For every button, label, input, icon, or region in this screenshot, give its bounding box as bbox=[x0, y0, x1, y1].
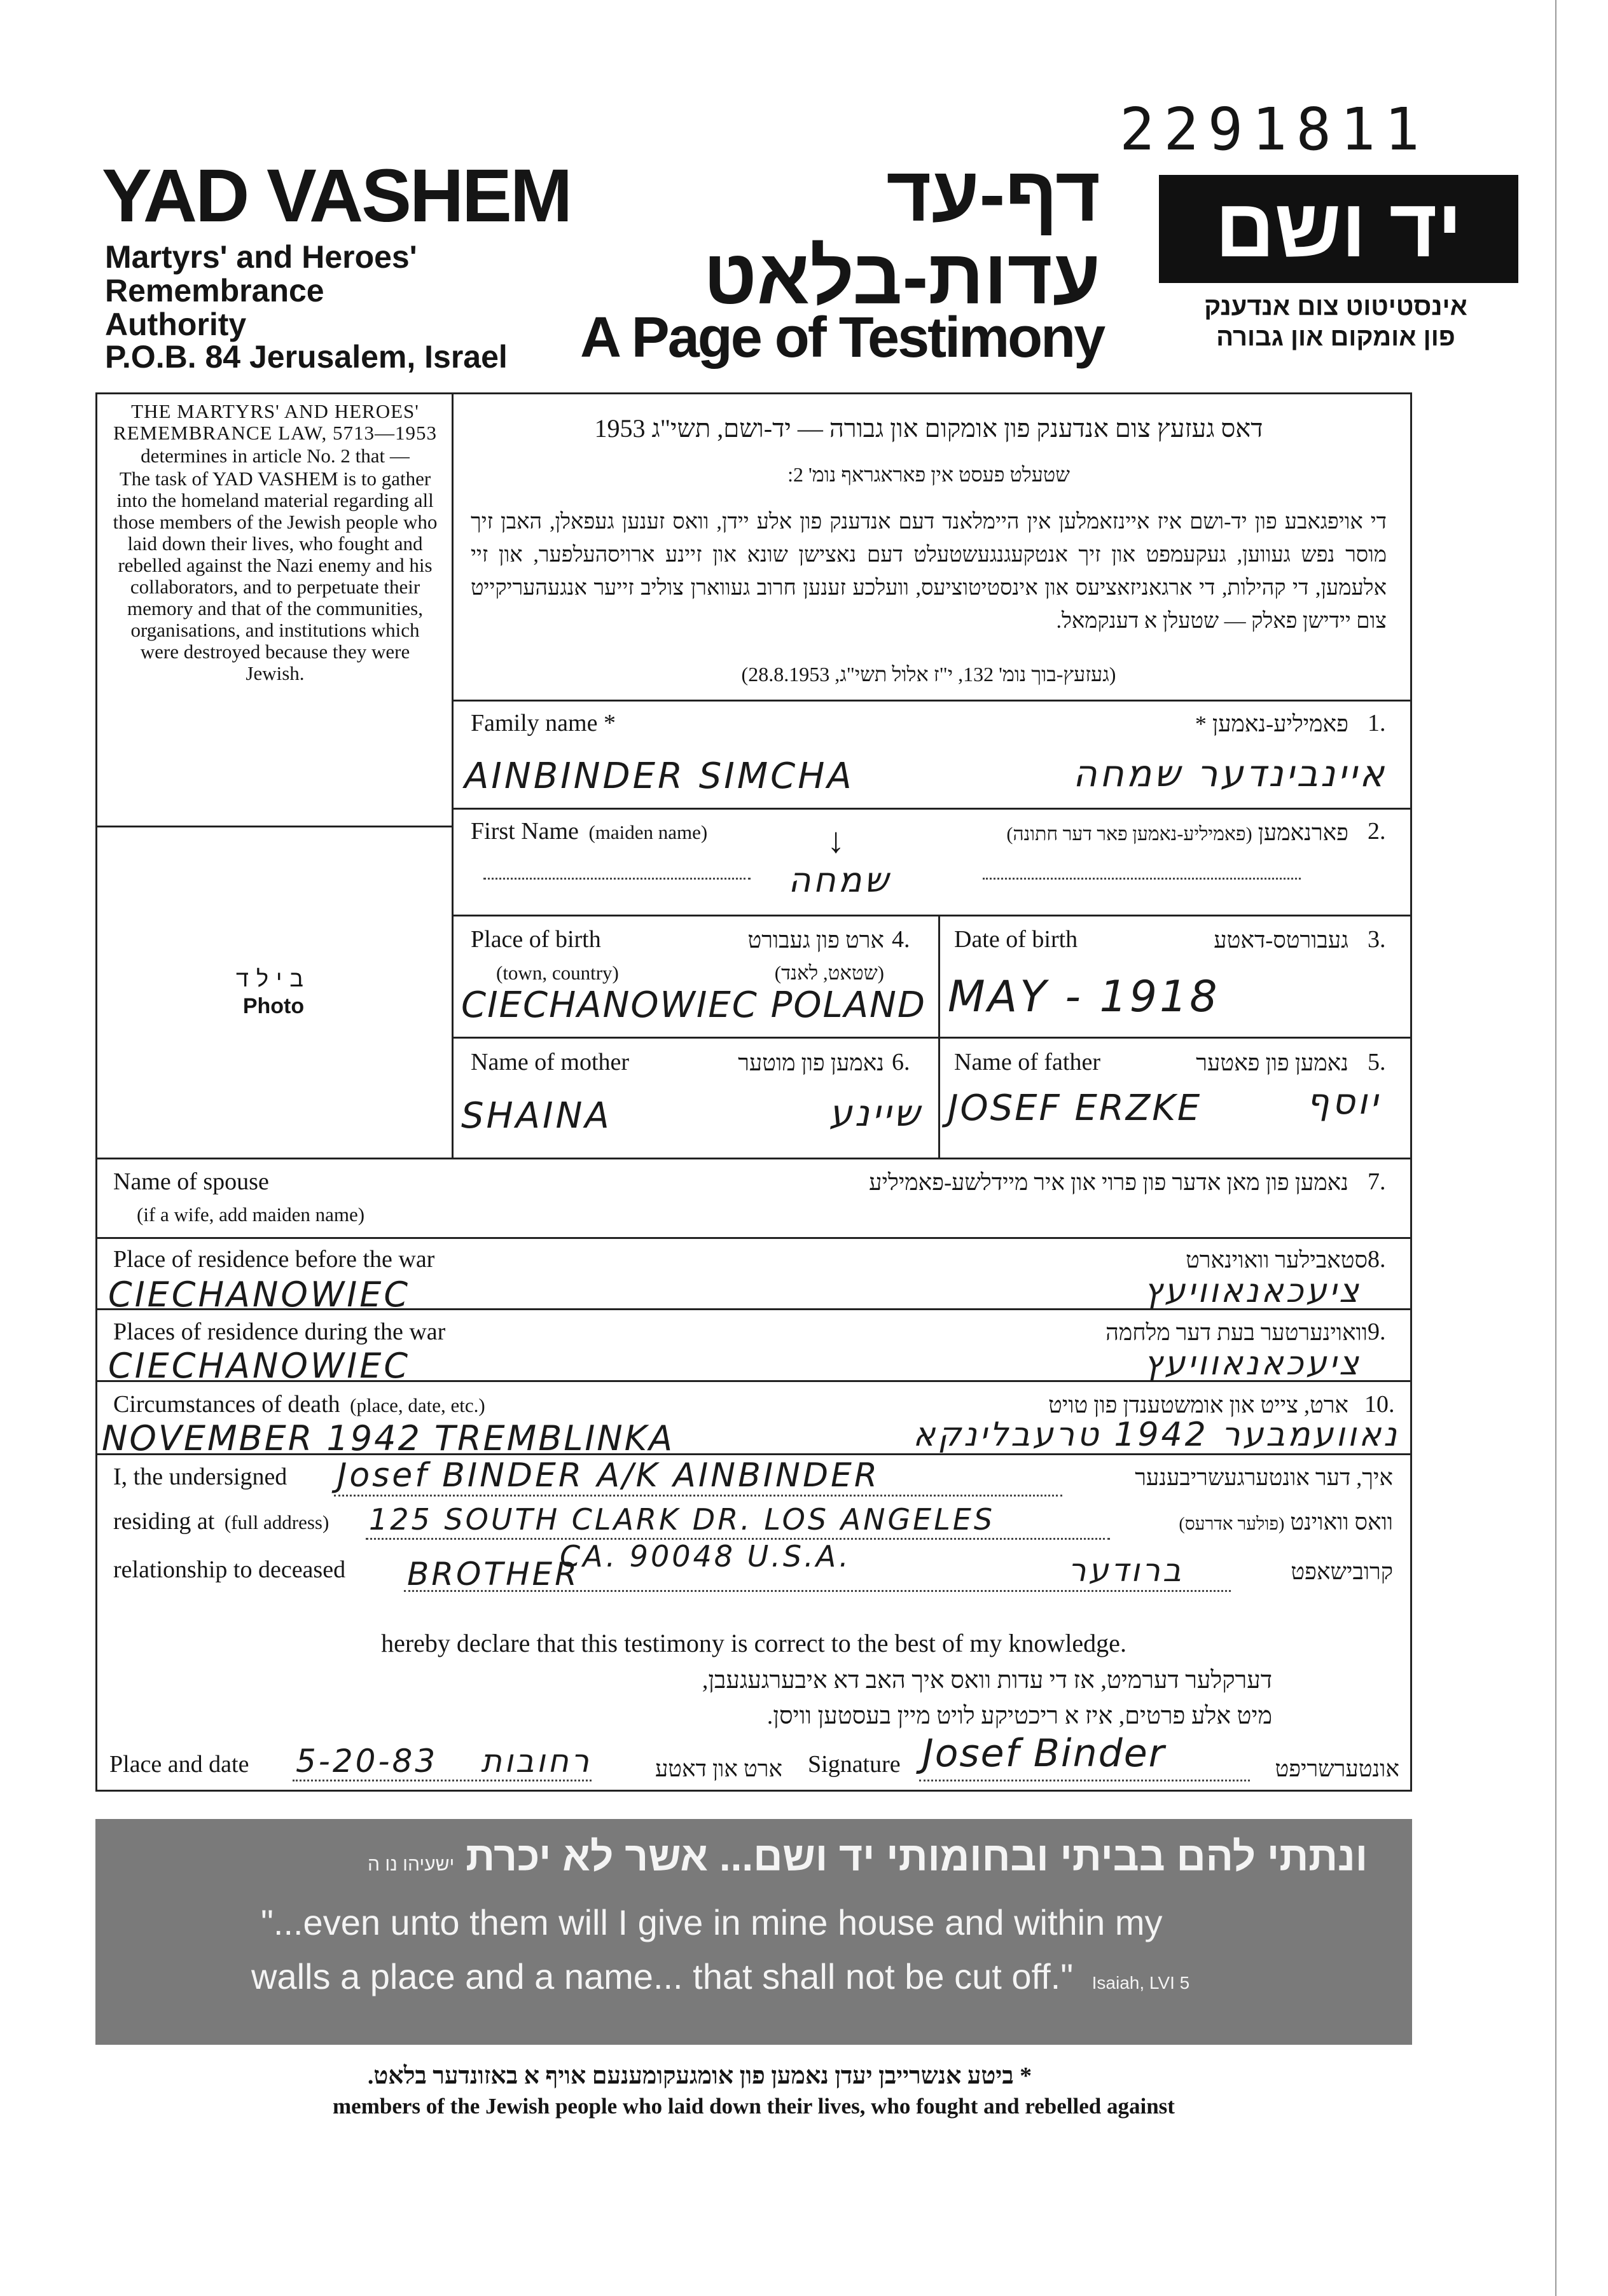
place-date-hebrew: רחובות bbox=[481, 1743, 592, 1780]
f10-num: 10. bbox=[1364, 1391, 1395, 1418]
f3-value: MAY - 1918 bbox=[948, 972, 1220, 1022]
law-yiddish-citation: (געזעץ-בוך נומ' 132, י"ז אלול תשי"ג, 28.8.1953) bbox=[741, 663, 1116, 686]
f3-label-yi: געבורטס-דאטע bbox=[1214, 927, 1348, 953]
f4-label-yi: ארט פון געבורט bbox=[747, 927, 884, 953]
banner-hebrew-text: ונתתי להם בביתי ובחומותי יד ושם... אשר לא יכרת bbox=[466, 1834, 1368, 1879]
law-panel bbox=[111, 401, 439, 684]
f10-value: NOVEMBER 1942 TREMBLINKA bbox=[102, 1418, 675, 1458]
f3-label: Date of birth bbox=[954, 926, 1078, 953]
residing-yi-text: וואס וואוינט bbox=[1290, 1509, 1393, 1535]
declaration-yi-1: דערקלער דערמיט, אז די עדות וואס איך האב דא איבערגעגעבן, bbox=[702, 1667, 1272, 1694]
rule-law-end bbox=[452, 700, 1412, 702]
yad-vashem-logo bbox=[1159, 175, 1518, 283]
f4-num: 4. bbox=[892, 926, 910, 953]
f8-value-hebrew: ציעכאנאוויעץ bbox=[1144, 1272, 1361, 1310]
signature-yi: אונטערשריפט bbox=[1275, 1756, 1399, 1781]
scan-edge bbox=[1555, 0, 1556, 2296]
f6-label: Name of mother bbox=[471, 1049, 630, 1075]
rule-f1-end bbox=[452, 808, 1412, 810]
f2-label-yi bbox=[878, 819, 1348, 846]
f10-label-yi: ארט, צייט און אומשטענדן פון טויט bbox=[1048, 1392, 1348, 1418]
law-yiddish-title: דאס געזעץ צום אנדענק פון אומקום און גבורה — יד-ושם, תשי"ג 1953 bbox=[594, 414, 1263, 443]
place-date-line bbox=[293, 1780, 592, 1781]
f9-label: Places of residence during the war bbox=[113, 1318, 446, 1345]
org-line-2: Remembrance bbox=[105, 273, 324, 308]
f2-num: 2. bbox=[1368, 818, 1386, 845]
title-yiddish-2: עדות-בלאט bbox=[703, 233, 1100, 320]
f2-label-yi-note: (פאמיליע-נאמען פאר דער חתונה) bbox=[1006, 824, 1252, 845]
f2-label-note: (maiden name) bbox=[588, 821, 708, 843]
law-body: The task of YAD VASHEM is to gather into the homeland material regarding all those members of the Jewish people who laid down their lives, who fought and rebelled against the Nazi enemy and his collaborators, and to perpetuate their memory and that of the communities, organisations, and institutions which were destroyed because they were Jewish. bbox=[113, 467, 438, 684]
f1-value-hebrew: איינבינדער שמחה bbox=[1072, 752, 1387, 795]
place-date-label: Place and date bbox=[109, 1751, 249, 1778]
f8-label-yi: סטאבילער וואוינארט bbox=[1186, 1247, 1368, 1273]
f4-value: CIECHANOWIEC POLAND bbox=[461, 985, 927, 1026]
f1-num: 1. bbox=[1368, 710, 1386, 737]
relationship-label: relationship to deceased bbox=[113, 1556, 346, 1583]
f10-note: (place, date, etc.) bbox=[350, 1394, 485, 1416]
f7-note: (if a wife, add maiden name) bbox=[137, 1203, 365, 1226]
place-date-yi: ארט און דאטע bbox=[655, 1756, 782, 1781]
law-intro: determines in article No. 2 that — bbox=[141, 445, 410, 467]
photo-label: Photo bbox=[242, 994, 305, 1018]
f10-value-hebrew: נאוועמבער 1942 טרעבלינקא bbox=[913, 1416, 1399, 1454]
law-yiddish-body: די אויפגאבע פון יד-ושם איז איינזאמלען אין היימלאנד דעם אנדענק פון אלע יידן, וואס זענען געפאלן, האבן זיך מוסר נפש געווען, געקעמפט און זיך אנטקעגנגעשטעלט דעם נאצישן שונא און זיינע ארויסהעלפער, און זיי אלעמען, די קהילות, די ארגאניזאציעס און אינסטיטוציעס, וועלכע זענען חרוב געווארן צוליב זייער אנגעהעריקייט צום יידישן פאלק — שטעלן א דענקמאל. bbox=[471, 510, 1387, 633]
scripture-banner bbox=[95, 1819, 1412, 2045]
f1-label: Family name * bbox=[471, 710, 616, 737]
f4-note-yi: (שטאט, לאנד) bbox=[774, 962, 884, 984]
org-address: P.O.B. 84 Jerusalem, Israel bbox=[105, 339, 508, 375]
banner-hebrew-source: ישעיהו נו ה bbox=[368, 1854, 455, 1875]
f10-label-text: Circumstances of death bbox=[113, 1391, 340, 1418]
undersigned-yi: איך, דער אונטערגעשריבענער bbox=[1135, 1465, 1393, 1490]
f5-value: JOSEF ERZKE bbox=[948, 1088, 1202, 1129]
signature-label: Signature bbox=[808, 1751, 901, 1778]
f2-line-right bbox=[983, 878, 1301, 880]
photo-label-yiddish: בילד bbox=[236, 965, 311, 992]
residing-note: (full address) bbox=[224, 1511, 329, 1533]
f8-label: Place of residence before the war bbox=[113, 1246, 435, 1273]
signature-line bbox=[919, 1780, 1250, 1781]
f2-arrow: ↓ bbox=[827, 821, 845, 861]
f5-num: 5. bbox=[1368, 1049, 1386, 1075]
f5-value-hebrew: יוסף bbox=[1306, 1081, 1380, 1123]
org-name: YAD VASHEM bbox=[102, 154, 571, 238]
law-photo-divider bbox=[95, 826, 452, 827]
f2-value-hebrew: שמחה bbox=[788, 860, 891, 900]
f4-note: (town, country) bbox=[496, 962, 619, 984]
institute-line-1: אינסטיטוט צום אנדענק bbox=[1204, 293, 1467, 321]
institute-line-2: פון אומקום און גבורה bbox=[1216, 323, 1455, 351]
org-line-3: Authority bbox=[105, 307, 247, 342]
relationship-value: BROTHER bbox=[407, 1556, 579, 1593]
address-line-1: 125 SOUTH CLARK DR. LOS ANGELES bbox=[369, 1502, 995, 1537]
rule-f34-end bbox=[452, 1037, 1412, 1039]
declaration-en: hereby declare that this testimony is correct to the best of my knowledge. bbox=[381, 1629, 1126, 1657]
f6-value: SHAINA bbox=[461, 1095, 612, 1137]
relationship-yi: קרובישאפט bbox=[1291, 1559, 1393, 1584]
f2-label bbox=[471, 817, 707, 845]
f4-label: Place of birth bbox=[471, 926, 601, 953]
banner-hebrew bbox=[121, 1833, 1368, 1880]
f8-num: 8. bbox=[1368, 1246, 1386, 1273]
rule-f7-end bbox=[95, 1237, 1412, 1239]
archive-number: 2291811 bbox=[1119, 95, 1429, 163]
rule-f56-end bbox=[95, 1158, 1412, 1159]
f2-label-yi-text: פארנאמען bbox=[1258, 820, 1348, 845]
address-line-2: CA. 90048 U.S.A. bbox=[560, 1539, 851, 1573]
declaration-yi-2: מיט אלע פרטים, איז א ריכטיקע לויט מיין בעסטען וויסן. bbox=[766, 1703, 1272, 1729]
banner-line-1: "...even unto them will I give in mine house and within my bbox=[261, 1902, 1163, 1942]
law-column-divider bbox=[452, 392, 454, 1158]
banner-source: Isaiah, LVI 5 bbox=[1092, 1973, 1190, 1993]
f1-value: AINBINDER SIMCHA bbox=[464, 756, 854, 797]
f7-label-yi: נאמען פון מאן אדער פון פרוי און איר מיידלשע-פאמיליע bbox=[869, 1170, 1348, 1195]
f10-label bbox=[113, 1390, 485, 1418]
f6-value-hebrew: שיינע bbox=[829, 1091, 922, 1135]
signature-value: Josef Binder bbox=[922, 1731, 1166, 1776]
f7-label: Name of spouse bbox=[113, 1168, 269, 1195]
f6-num: 6. bbox=[892, 1049, 910, 1075]
footnote-english: members of the Jewish people who laid down their lives, who fought and rebelled against bbox=[333, 2094, 1175, 2119]
f8-value: CIECHANOWIEC bbox=[108, 1275, 411, 1315]
place-date-value: 5-20-83 bbox=[296, 1743, 438, 1780]
f5-label-yi: נאמען פון פאטער bbox=[1196, 1050, 1348, 1075]
f2-label-text: First Name bbox=[471, 818, 579, 845]
footnote-yiddish: * ביטע אנשרייבן יעדן נאמען פון אומגעקומענעם אויף א באזונדער בלאט. bbox=[367, 2063, 1032, 2089]
title-yiddish-1: דף-עד bbox=[886, 151, 1100, 237]
logo-text: יד ושם bbox=[1215, 181, 1462, 274]
rule-f2-end bbox=[452, 915, 1412, 916]
f2-line-left bbox=[483, 878, 751, 880]
law-yiddish-subtitle: שטעלט פעסט אין פאראגראף נומ' 2: bbox=[787, 463, 1070, 486]
f9-num: 9. bbox=[1368, 1318, 1386, 1345]
relationship-line bbox=[404, 1590, 1231, 1592]
f5-label: Name of father bbox=[954, 1049, 1100, 1075]
f9-label-yi: וואוינערטער בעת דער מלחמה bbox=[1106, 1320, 1368, 1345]
rule-f34-split bbox=[938, 915, 940, 1158]
title-english: A Page of Testimony bbox=[580, 306, 1104, 370]
residing-yi-note: (פולער אדרעס) bbox=[1179, 1514, 1285, 1534]
f3-num: 3. bbox=[1368, 926, 1386, 953]
f1-label-yi: פאמיליע-נאמען * bbox=[1195, 711, 1348, 737]
undersigned-line bbox=[334, 1495, 1062, 1497]
banner-line-2 bbox=[251, 1956, 1189, 1997]
residing-yi bbox=[1119, 1509, 1393, 1535]
undersigned-label: I, the undersigned bbox=[113, 1463, 288, 1490]
org-line-1: Martyrs' and Heroes' bbox=[105, 239, 417, 275]
f6-label-yi: נאמען פון מוטער bbox=[738, 1050, 884, 1075]
f9-value-hebrew: ציעכאנאוויעץ bbox=[1144, 1345, 1361, 1383]
relationship-hebrew: ברודער bbox=[1068, 1552, 1184, 1589]
law-title: THE MARTYRS' AND HEROES' REMEMBRANCE LAW, 5713—1953 bbox=[113, 400, 437, 444]
f7-num: 7. bbox=[1368, 1168, 1386, 1195]
f9-value: CIECHANOWIEC bbox=[108, 1346, 411, 1386]
residing-label bbox=[113, 1507, 329, 1535]
banner-line-2-text: walls a place and a name... that shall not be cut off." bbox=[251, 1956, 1074, 1996]
undersigned-value: Josef BINDER A/K AINBINDER bbox=[337, 1456, 880, 1495]
residing-text: residing at bbox=[113, 1508, 215, 1535]
